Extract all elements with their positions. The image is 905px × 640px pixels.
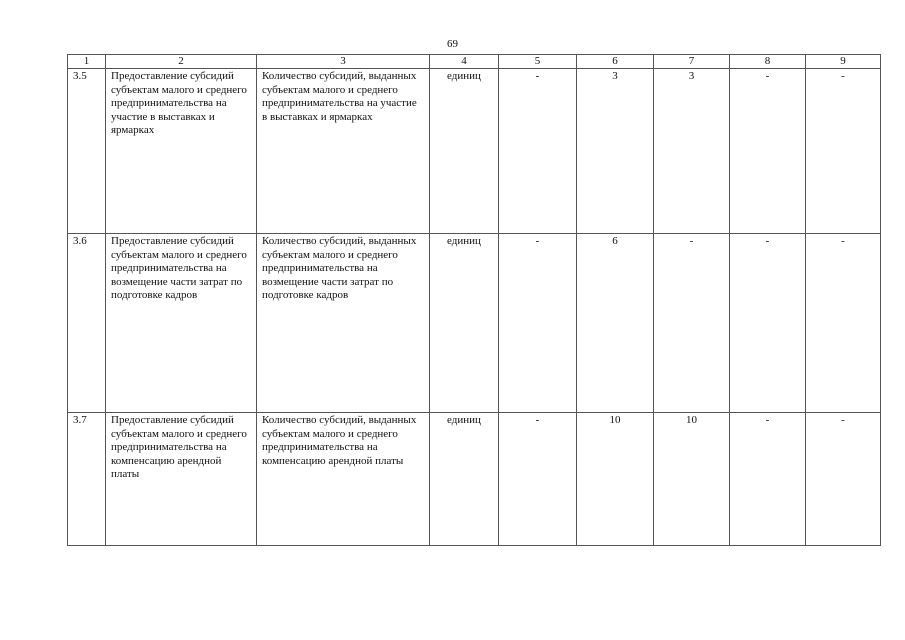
column-number-row [68, 55, 881, 69]
column-header: 7 [654, 55, 730, 69]
value-cell: - [730, 69, 806, 234]
row-number: 3.7 [68, 413, 106, 546]
value-cell: - [730, 413, 806, 546]
value-cell: 10 [577, 413, 654, 546]
value-cell: 3 [654, 69, 730, 234]
activity-cell: Предоставление субсидий субъектам малого и среднего предпринимательства на возмещение части затрат по подготовке кадров [106, 234, 257, 413]
indicator-cell: Количество субсидий, выданных субъектам малого и среднего предпринимательства на участие в выставках и ярмарках [257, 69, 430, 234]
indicator-table [67, 54, 881, 546]
value-cell: 3 [577, 69, 654, 234]
activity-cell: Предоставление субсидий субъектам малого и среднего предпринимательства на компенсацию арендной платы [106, 413, 257, 546]
table-row [68, 234, 881, 413]
column-header: 2 [106, 55, 257, 69]
column-header: 4 [430, 55, 499, 69]
value-cell: - [499, 69, 577, 234]
value-cell: - [730, 234, 806, 413]
value-cell: - [806, 69, 881, 234]
value-cell: - [499, 413, 577, 546]
value-cell: - [499, 234, 577, 413]
column-header: 6 [577, 55, 654, 69]
unit-cell: единиц [430, 69, 499, 234]
indicator-cell: Количество субсидий, выданных субъектам малого и среднего предпринимательства на возмещение части затрат по подготовке кадров [257, 234, 430, 413]
page-number: 69 [447, 38, 458, 50]
value-cell: 6 [577, 234, 654, 413]
unit-cell: единиц [430, 234, 499, 413]
value-cell: - [654, 234, 730, 413]
indicator-cell: Количество субсидий, выданных субъектам малого и среднего предпринимательства на компенсацию арендной платы [257, 413, 430, 546]
row-number: 3.5 [68, 69, 106, 234]
value-cell: 10 [654, 413, 730, 546]
table-row [68, 69, 881, 234]
column-header: 3 [257, 55, 430, 69]
column-header: 8 [730, 55, 806, 69]
column-header: 9 [806, 55, 881, 69]
table-row [68, 413, 881, 546]
value-cell: - [806, 234, 881, 413]
unit-cell: единиц [430, 413, 499, 546]
column-header: 5 [499, 55, 577, 69]
value-cell: - [806, 413, 881, 546]
column-header: 1 [68, 55, 106, 69]
row-number: 3.6 [68, 234, 106, 413]
activity-cell: Предоставление субсидий субъектам малого и среднего предпринимательства на участие в выставках и ярмарках [106, 69, 257, 234]
